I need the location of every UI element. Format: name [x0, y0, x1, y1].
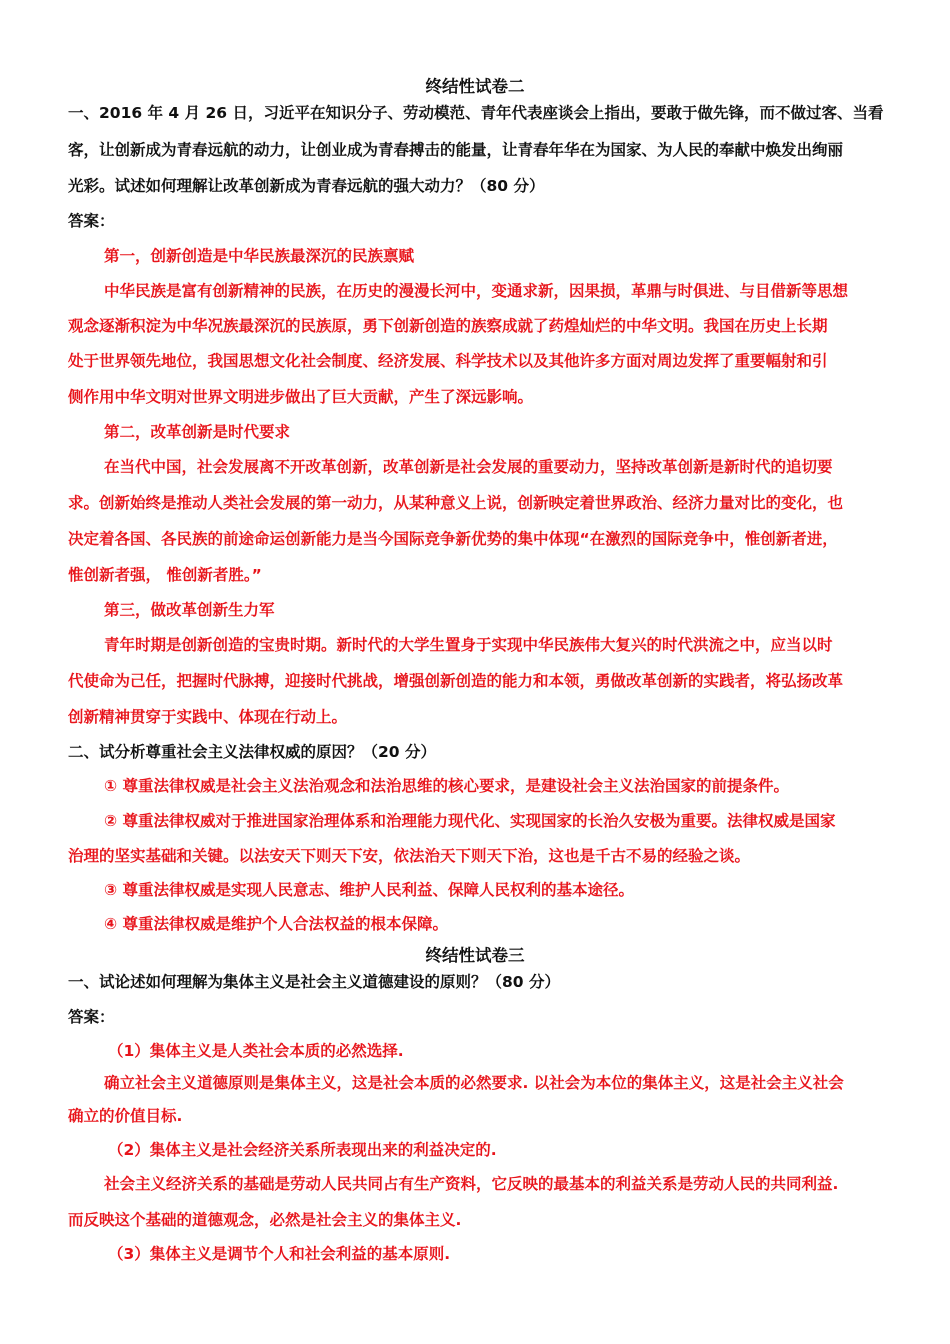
- exam2-a2-item: ② 尊重法律权威对于推进国家治理体系和治理能力现代化、实现国家的长治久安极为重要。法律权威是国家: [104, 812, 836, 830]
- exam3-a1-line: 确立社会主义道德原则是集体主义，这是社会本质的必然要求. 以社会为本位的集体主义，这是社会主义社会: [104, 1074, 844, 1092]
- exam2-a1-line: 决定着各国、各民族的前途命运创新能力是当今国际竞争新优势的集中体现“在激烈的国际竞争中，惟创新者进，: [68, 530, 838, 548]
- exam3-a1-line: 而反映这个基础的道德观念，必然是社会主义的集体主义.: [68, 1211, 462, 1229]
- exam2-q1-line-2: 客，让创新成为青春远航的动力，让创业成为青春搏击的能量，让青春年华在为国家、为人民的奉献中焕发出绚丽: [68, 141, 844, 159]
- exam2-title: 终结性试卷二: [425, 77, 525, 96]
- exam2-q2: 二、试分析尊重社会主义法律权威的原因？（20 分）: [68, 743, 436, 761]
- exam2-a2-item: ① 尊重法律权威是社会主义法治观念和法治思维的核心要求，是建设社会主义法治国家的前提条件。: [104, 777, 790, 795]
- exam2-a1-heading-1: 第一，创新创造是中华民族最深沉的民族禀赋: [104, 247, 415, 265]
- exam2-a2-line: 治理的坚实基础和关键。以法安天下则天下安，依法治天下则天下治，这也是千古不易的经验之谈。: [68, 847, 751, 865]
- exam2-a1-line: 观念逐渐积淀为中华况族最深沉的民族原，勇下创新创造的族察成就了药煌灿烂的中华文明。我国在历史上长期: [68, 317, 828, 335]
- exam3-a1-heading-3: （3）集体主义是调节个人和社会利益的基本原则.: [108, 1245, 451, 1263]
- exam2-a1-line: 处于世界领先地位，我国思想文化社会制度、经济发展、科学技术以及其他许多方面对周边发挥了重要幅射和引: [68, 352, 828, 370]
- exam2-q1-line-3: 光彩。试述如何理解让改革创新成为青春远航的强大动力？（80 分）: [68, 177, 545, 195]
- exam3-a1-heading-1: （1）集体主义是人类社会本质的必然选择.: [108, 1042, 404, 1060]
- exam2-a1-heading-2: 第二，改革创新是时代要求: [104, 423, 291, 441]
- exam2-a1-line: 求。创新始终是推动人类社会发展的第一动力，从某种意义上说，创新映定着世界政治、经济力量对比的变化，也: [68, 494, 844, 512]
- exam3-answer-label: 答案：: [68, 1008, 115, 1026]
- exam2-a1-line: 代使命为己任，把握时代脉搏，迎接时代挑战，增强创新创造的能力和本领，勇做改革创新的实践者，将弘扬改革: [68, 672, 844, 690]
- exam2-a1-line: 在当代中国，社会发展离不开改革创新，改革创新是社会发展的重要动力，坚持改革创新是新时代的追切要: [104, 458, 833, 476]
- exam2-a2-item: ④ 尊重法律权威是维护个人合法权益的根本保障。: [104, 915, 449, 933]
- exam3-a1-line: 社会主义经济关系的基础是劳动人民共同占有生产资料，它反映的最基本的利益关系是劳动人民的共同利益.: [104, 1175, 839, 1193]
- exam3-a1-heading-2: （2）集体主义是社会经济关系所表现出来的利益决定的.: [108, 1141, 497, 1159]
- exam2-a1-line: 创新精神贯穿于实践中、体现在行动上。: [68, 708, 348, 726]
- exam2-a2-item: ③ 尊重法律权威是实现人民意志、维护人民利益、保障人民权利的基本途径。: [104, 881, 635, 899]
- exam2-a1-line: 惟创新者强， 惟创新者胜。”: [68, 566, 262, 584]
- exam2-a1-line: 青年时期是创新创造的宝贵时期。新时代的大学生置身于实现中华民族伟大复兴的时代洪流之中，应当以时: [104, 636, 833, 654]
- exam2-a1-line: 中华民族是富有创新精神的民族，在历史的漫漫长河中，变通求新，因果损，革鼎与时俱进、与目借新等思想: [104, 282, 849, 300]
- exam2-q1-line-1: 一、2016 年 4 月 26 日，习近平在知识分子、劳动模范、青年代表座谈会上指出，要敢于做先锋，而不做过客、当看: [68, 104, 884, 122]
- exam3-a1-line: 确立的价值目标.: [68, 1107, 183, 1125]
- exam3-q1: 一、试论述如何理解为集体主义是社会主义道德建设的原则？（80 分）: [68, 973, 560, 991]
- exam2-answer-label: 答案：: [68, 212, 115, 230]
- exam3-title: 终结性试卷三: [425, 946, 525, 965]
- exam2-a1-heading-3: 第三，做改革创新生力军: [104, 601, 275, 619]
- exam2-a1-line: 侧作用中华文明对世界文明进步做出了巨大贡献，产生了深远影响。: [68, 388, 534, 406]
